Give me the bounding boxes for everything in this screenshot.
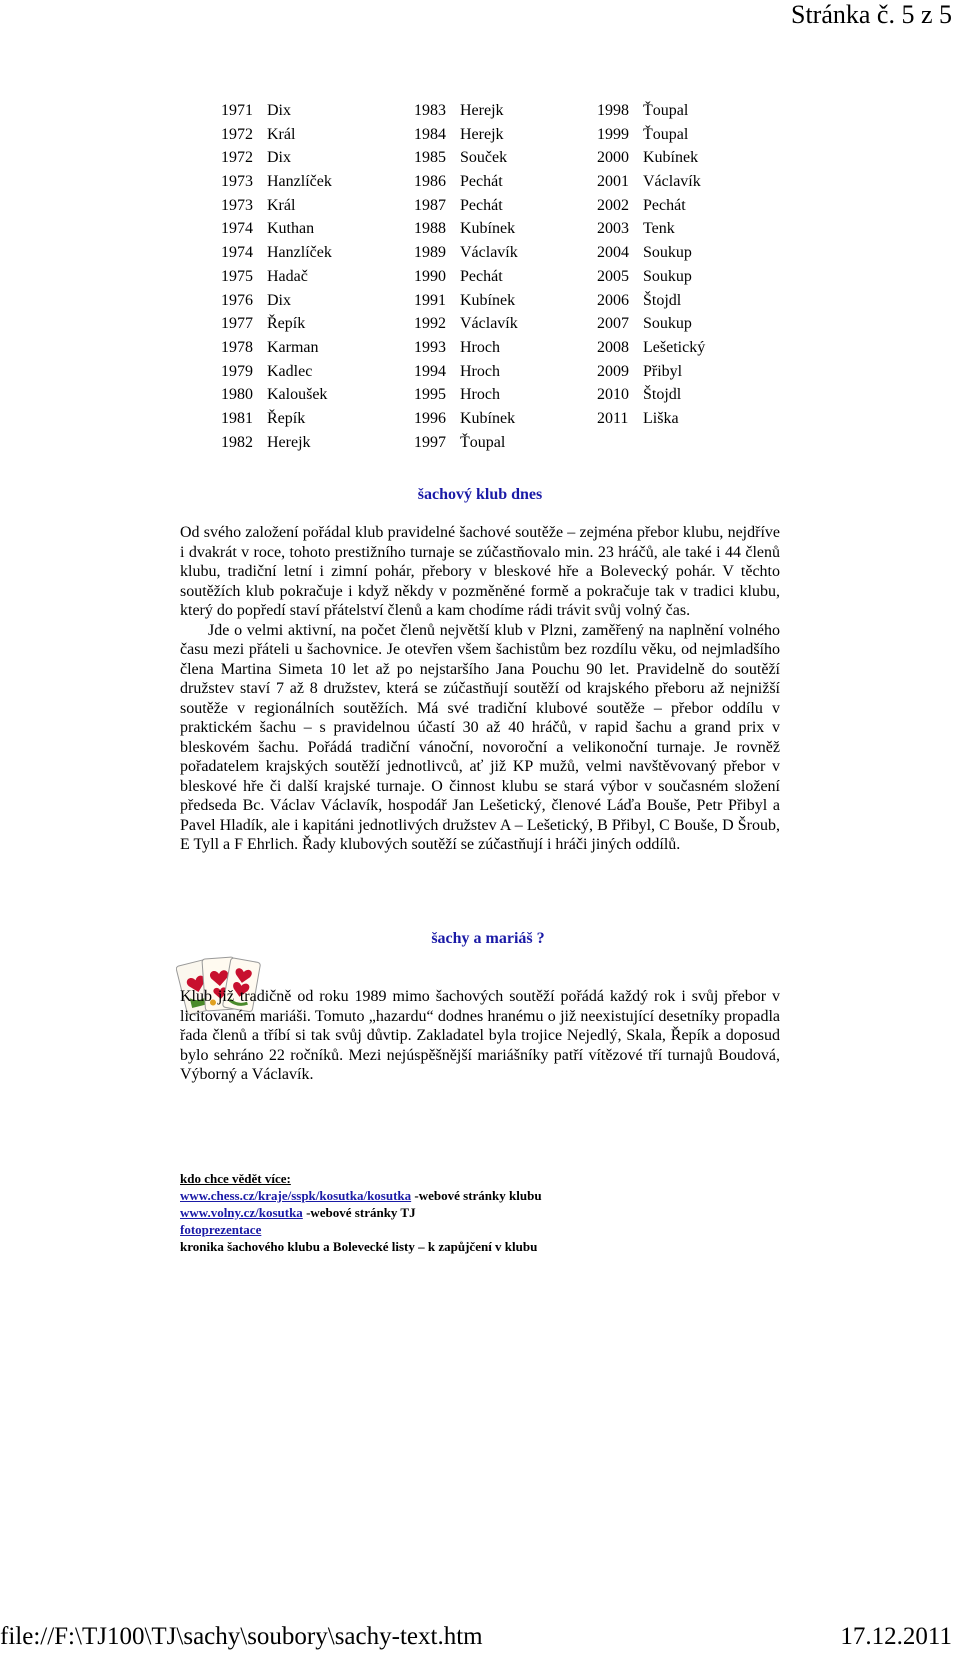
champion-year: 1975 (221, 267, 253, 285)
champion-year: 2005 (597, 267, 629, 285)
champion-year: 2003 (597, 220, 629, 238)
paragraph-marias: Klub již tradičně od roku 1989 mimo šachových soutěží pořádá každý rok i svůj přebor v licitovaném mariáši. Tomuto „hazardu“ dodnes hranému o již neexistující desetníky propadla řada členů a tříbí si tak svůj důvtip. Zakladatel byla trojice Nejedlý, Skala, Řepík a doposud bylo sehráno 22 ročníků. Mezi nejúspěšnější mariášníky patří vítězové tří turnajů Boudová, Výborný a Václavík. (180, 988, 780, 1083)
volny-site-description: -webové stránky TJ (302, 1205, 416, 1220)
champion-year: 2010 (597, 386, 629, 404)
champion-year: 1973 (221, 173, 253, 191)
champion-row (221, 289, 332, 313)
champion-name: Pechát (460, 267, 503, 285)
champion-year: 2004 (597, 244, 629, 262)
champion-name: Pechát (460, 196, 503, 214)
champion-row (221, 360, 332, 384)
champion-year: 2000 (597, 149, 629, 167)
champion-name: Hadač (267, 267, 308, 285)
champion-year: 2006 (597, 291, 629, 309)
champion-year: 1976 (221, 291, 253, 309)
champion-row (414, 407, 518, 431)
champion-name: Václavík (460, 315, 518, 333)
champion-name: Dix (267, 291, 291, 309)
champion-year: 2009 (597, 362, 629, 380)
champion-row (597, 360, 705, 384)
page-header: Stránka č. 5 z 5 (790, 0, 952, 29)
champion-row (597, 312, 705, 336)
chess-site-link[interactable]: www.chess.cz/kraje/sspk/kosutka/kosutka (180, 1188, 412, 1203)
champion-year: 1995 (414, 386, 446, 404)
champion-name: Herejk (460, 125, 504, 143)
champion-name: Ťoupal (460, 433, 506, 451)
champion-name: Kadlec (267, 362, 313, 380)
champion-row (597, 289, 705, 313)
champion-row (221, 336, 332, 360)
champion-row (221, 312, 332, 336)
champion-year: 1974 (221, 244, 253, 262)
champions-column-3 (597, 99, 705, 431)
champion-row (597, 170, 705, 194)
champion-year: 1994 (414, 362, 446, 380)
chess-site-description: -webové stránky klubu (411, 1188, 542, 1203)
champion-name: Kubínek (460, 291, 516, 309)
champion-name: Herejk (267, 433, 311, 451)
champion-year: 2001 (597, 173, 629, 191)
champion-year: 1977 (221, 315, 253, 333)
champion-name: Král (267, 125, 296, 143)
champion-name: Soukup (643, 244, 692, 262)
file-path: file://F:\TJ100\TJ\sachy\soubory\sachy-text.htm (0, 1623, 483, 1650)
champion-name: Hroch (460, 338, 500, 356)
champion-year: 1972 (221, 149, 253, 167)
champion-year: 1987 (414, 196, 446, 214)
champion-row (597, 265, 705, 289)
champion-name: Kubínek (643, 149, 699, 167)
page-footer (0, 1620, 960, 1654)
paragraph-history: Od svého založení pořádal klub pravidelné šachové soutěže – zejména přebor klubu, nejdříve i dvakrát v roce, tohoto prestižního turnaje se zúčastňovalo min. 23 hráčů, ale také i 44 členů klubu, tradiční letní i zimní pohár, přebory v bleskové hře a Bolevecký pohár. V těchto soutěžích klub pokračuje i když někdy v pozměněné formě a pokračuje tak v tradici klubu, který do popředí staví přátelství členů a kam chodíme rádi trávit svůj volný čas. (180, 524, 780, 619)
more-info-links (180, 1170, 542, 1255)
club-today-text (180, 523, 780, 855)
champion-year: 1985 (414, 149, 446, 167)
champion-row (414, 312, 518, 336)
photo-line (180, 1221, 542, 1238)
champion-year: 1990 (414, 267, 446, 285)
champion-year: 1984 (414, 125, 446, 143)
paragraph-activities: Jde o velmi aktivní, na počet členů největší klub v Plzni, zaměřený na naplnění volného času mezi přáteli u šachovnice. Je otevřen všem šachistům bez rozdílu věku, od nejmladšího člena Martina Simeta 10 let až po nejstaršího Jana Pouchu 90 let. Pravidelně do soutěží družstev staví 7 až 8 družstev, která se zúčastňují soutěží od krajského přeboru až nejnižší soutěže v regionálních soutěžích. Má své tradiční klubové soutěže – přebor oddílu v praktickém šachu – s pravidelnou účastí 30 až 40 hráčů, v rapid šachu a grand prix v bleskovém šachu. Pořádá tradiční vánoční, novoroční a velikonoční turnaje. Je rovněž pořadatelem krajských soutěží jednotlivců, ať již KP mužů, velmi navštěvovaný přebor v bleskové hře či další krajské turnaje. O činnost klubu se stará výbor v současném složení předseda Bc. Václav Václavík, hospodář Jan Lešetický, členové Láďa Bouše, Petr Přibyl a Pavel Hladík, ale i kapitáni jednotlivých družstev A – Lešetický, B Přibyl, C Bouše, D Šroub, E Tyll a F Ehrlich. Řady klubových soutěží se zúčastňují i hráči jiných oddílů. (180, 621, 780, 853)
champion-row (414, 360, 518, 384)
champion-year: 1980 (221, 386, 253, 404)
champion-row (414, 431, 518, 455)
champion-row (414, 194, 518, 218)
champion-year: 1992 (414, 315, 446, 333)
champion-name: Přibyl (643, 362, 683, 380)
champion-name: Hanzlíček (267, 244, 332, 262)
champion-name: Soukup (643, 315, 692, 333)
champion-row (414, 123, 518, 147)
champion-name: Dix (267, 102, 291, 119)
champion-name: Herejk (460, 102, 504, 119)
champion-row (597, 99, 705, 123)
champion-name: Soukup (643, 267, 692, 285)
champion-year: 1998 (597, 102, 629, 119)
champion-name: Dix (267, 149, 291, 167)
champion-name: Karman (267, 338, 319, 356)
champion-row (597, 407, 705, 431)
champion-year: 1988 (414, 220, 446, 238)
champion-row (221, 407, 332, 431)
champion-row (414, 146, 518, 170)
champion-row (597, 146, 705, 170)
champion-year: 1991 (414, 291, 446, 309)
champion-row (221, 146, 332, 170)
champion-year: 1974 (221, 220, 253, 238)
champion-year: 1993 (414, 338, 446, 356)
champion-row (414, 289, 518, 313)
champion-year: 1981 (221, 409, 253, 427)
champion-name: Václavík (643, 173, 701, 191)
champion-name: Pechát (460, 173, 503, 191)
chronicle-note: kronika šachového klubu a Bolevecké listy – k zapůjčení v klubu (180, 1239, 538, 1254)
champion-name: Václavík (460, 244, 518, 262)
champion-name: Hanzlíček (267, 173, 332, 191)
print-date: 17.12.2011 (840, 1623, 952, 1650)
photo-presentation-link[interactable]: fotoprezentace (180, 1222, 262, 1237)
champion-year: 1999 (597, 125, 629, 143)
champion-row (221, 431, 332, 455)
champion-name: Tenk (643, 220, 675, 238)
champion-name: Liška (643, 409, 679, 427)
champion-name: Souček (460, 149, 508, 167)
champion-year: 2008 (597, 338, 629, 356)
section-title-club-today: šachový klub dnes (417, 486, 543, 503)
champion-name: Kaloušek (267, 386, 328, 404)
champion-row (414, 265, 518, 289)
chess-site-line (180, 1187, 542, 1204)
champion-year: 1982 (221, 433, 253, 451)
champion-year: 1986 (414, 173, 446, 191)
champion-name: Kubínek (460, 409, 516, 427)
volny-site-line (180, 1204, 542, 1221)
champion-row (597, 217, 705, 241)
volny-site-link[interactable]: www.volny.cz/kosutka (180, 1205, 303, 1220)
champion-row (221, 383, 332, 407)
champion-name: Řepík (267, 315, 306, 333)
champion-year: 1979 (221, 362, 253, 380)
champion-row (414, 217, 518, 241)
champion-name: Hroch (460, 386, 500, 404)
champion-year: 1972 (221, 125, 253, 143)
champion-row (597, 241, 705, 265)
champion-row (597, 194, 705, 218)
champion-row (221, 265, 332, 289)
marias-text (180, 987, 780, 1085)
champion-row (221, 241, 332, 265)
champion-row (597, 383, 705, 407)
champion-name: Štojdl (643, 291, 682, 309)
champion-row (414, 383, 518, 407)
champion-row (597, 336, 705, 360)
champion-row (414, 99, 518, 123)
champion-year: 1983 (414, 102, 446, 119)
champion-row (414, 170, 518, 194)
champion-row (221, 99, 332, 123)
champion-year: 1996 (414, 409, 446, 427)
champion-year: 1971 (221, 102, 253, 119)
champion-year: 2011 (597, 409, 629, 427)
champion-name: Řepík (267, 409, 306, 427)
champion-name: Král (267, 196, 296, 214)
champion-year: 1973 (221, 196, 253, 214)
champion-name: Ťoupal (643, 102, 689, 119)
champion-name: Kubínek (460, 220, 516, 238)
champion-row (597, 123, 705, 147)
champion-row (414, 241, 518, 265)
champion-year: 2007 (597, 315, 629, 333)
champion-year: 1997 (414, 433, 446, 451)
section-title-chess-and-marias: šachy a mariáš ? (431, 930, 545, 947)
champion-row (221, 123, 332, 147)
champion-name: Pechát (643, 196, 686, 214)
champion-year: 2002 (597, 196, 629, 214)
champion-row (221, 170, 332, 194)
champion-row (414, 336, 518, 360)
champion-year: 1978 (221, 338, 253, 356)
champions-column-2 (414, 99, 518, 454)
more-info-heading: kdo chce vědět více: (180, 1171, 291, 1186)
champions-column-1 (221, 99, 332, 454)
champion-row (221, 217, 332, 241)
champion-name: Štojdl (643, 386, 682, 404)
champion-row (221, 194, 332, 218)
champion-name: Ťoupal (643, 125, 689, 143)
champion-name: Kuthan (267, 220, 315, 238)
champion-name: Hroch (460, 362, 500, 380)
champion-year: 1989 (414, 244, 446, 262)
champion-name: Lešetický (643, 338, 706, 356)
